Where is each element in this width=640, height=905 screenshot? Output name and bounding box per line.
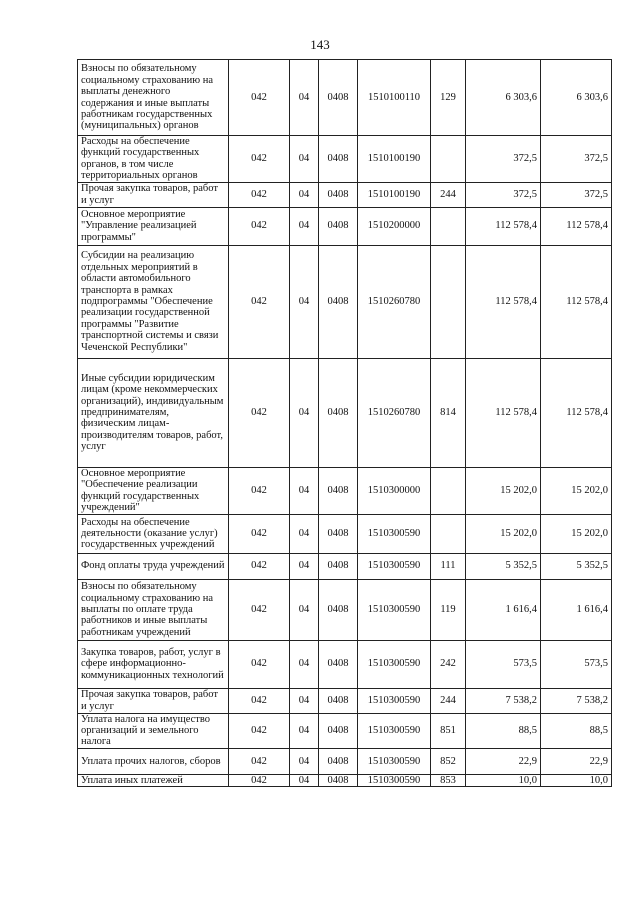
cell-pr: 0408 bbox=[319, 245, 358, 358]
cell-sum-2: 112 578,4 bbox=[541, 358, 612, 467]
cell-vr: 814 bbox=[431, 358, 466, 467]
table-row bbox=[78, 640, 612, 688]
row-name: Иные субсидии юридическим лицам (кроме некоммерческих организаций), индивидуальным предпринимателям, физическим лицам-производителям товаров, работ, услуг bbox=[78, 358, 229, 467]
table-row bbox=[78, 774, 612, 786]
cell-csr: 1510300590 bbox=[358, 774, 431, 786]
cell-sum-1: 372,5 bbox=[466, 136, 541, 183]
cell-pr: 0408 bbox=[319, 774, 358, 786]
row-name: Уплата налога на имущество организаций и земельного налога bbox=[78, 713, 229, 748]
cell-rz: 04 bbox=[290, 774, 319, 786]
cell-gr: 042 bbox=[229, 579, 290, 640]
row-name: Уплата прочих налогов, сборов bbox=[78, 748, 229, 774]
cell-rz: 04 bbox=[290, 553, 319, 579]
row-name: Субсидии на реализацию отдельных мероприятий в области автомобильного транспорта в рамках подпрограммы "Обеспечение реализации государственной программы "Развитие транспортной системы и связи Чеченской Республики" bbox=[78, 245, 229, 358]
cell-csr: 1510300590 bbox=[358, 748, 431, 774]
cell-gr: 042 bbox=[229, 553, 290, 579]
cell-csr: 1510100190 bbox=[358, 136, 431, 183]
table-row bbox=[78, 579, 612, 640]
cell-rz: 04 bbox=[290, 245, 319, 358]
table-row bbox=[78, 136, 612, 183]
table-row bbox=[78, 245, 612, 358]
cell-rz: 04 bbox=[290, 467, 319, 514]
cell-vr: 244 bbox=[431, 182, 466, 207]
cell-gr: 042 bbox=[229, 60, 290, 136]
cell-pr: 0408 bbox=[319, 136, 358, 183]
cell-vr: 129 bbox=[431, 60, 466, 136]
cell-csr: 1510100110 bbox=[358, 60, 431, 136]
cell-vr bbox=[431, 245, 466, 358]
cell-sum-2: 7 538,2 bbox=[541, 688, 612, 713]
cell-pr: 0408 bbox=[319, 182, 358, 207]
table-row bbox=[78, 207, 612, 245]
cell-pr: 0408 bbox=[319, 713, 358, 748]
cell-pr: 0408 bbox=[319, 358, 358, 467]
cell-rz: 04 bbox=[290, 713, 319, 748]
cell-rz: 04 bbox=[290, 136, 319, 183]
cell-gr: 042 bbox=[229, 467, 290, 514]
cell-sum-2: 112 578,4 bbox=[541, 207, 612, 245]
table-row bbox=[78, 713, 612, 748]
cell-sum-1: 15 202,0 bbox=[466, 514, 541, 553]
cell-sum-1: 7 538,2 bbox=[466, 688, 541, 713]
cell-gr: 042 bbox=[229, 688, 290, 713]
cell-sum-1: 5 352,5 bbox=[466, 553, 541, 579]
cell-pr: 0408 bbox=[319, 748, 358, 774]
cell-sum-2: 372,5 bbox=[541, 182, 612, 207]
cell-csr: 1510260780 bbox=[358, 245, 431, 358]
cell-vr bbox=[431, 467, 466, 514]
cell-vr: 852 bbox=[431, 748, 466, 774]
cell-pr: 0408 bbox=[319, 688, 358, 713]
cell-csr: 1510260780 bbox=[358, 358, 431, 467]
cell-vr bbox=[431, 207, 466, 245]
cell-sum-1: 15 202,0 bbox=[466, 467, 541, 514]
cell-csr: 1510300590 bbox=[358, 553, 431, 579]
cell-sum-1: 372,5 bbox=[466, 182, 541, 207]
cell-gr: 042 bbox=[229, 713, 290, 748]
table-row bbox=[78, 514, 612, 553]
budget-table bbox=[77, 59, 612, 787]
cell-sum-1: 6 303,6 bbox=[466, 60, 541, 136]
cell-gr: 042 bbox=[229, 136, 290, 183]
cell-vr bbox=[431, 514, 466, 553]
cell-sum-1: 112 578,4 bbox=[466, 245, 541, 358]
cell-pr: 0408 bbox=[319, 514, 358, 553]
cell-sum-2: 15 202,0 bbox=[541, 467, 612, 514]
cell-sum-2: 88,5 bbox=[541, 713, 612, 748]
cell-sum-1: 112 578,4 bbox=[466, 207, 541, 245]
row-name: Основное мероприятие "Управление реализацией программы" bbox=[78, 207, 229, 245]
cell-sum-1: 88,5 bbox=[466, 713, 541, 748]
cell-pr: 0408 bbox=[319, 579, 358, 640]
cell-sum-2: 22,9 bbox=[541, 748, 612, 774]
cell-rz: 04 bbox=[290, 640, 319, 688]
cell-sum-2: 1 616,4 bbox=[541, 579, 612, 640]
cell-sum-1: 10,0 bbox=[466, 774, 541, 786]
row-name: Закупка товаров, работ, услуг в сфере информационно-коммуникационных технологий bbox=[78, 640, 229, 688]
cell-csr: 1510300590 bbox=[358, 688, 431, 713]
row-name: Уплата иных платежей bbox=[78, 774, 229, 786]
cell-gr: 042 bbox=[229, 358, 290, 467]
row-name: Фонд оплаты труда учреждений bbox=[78, 553, 229, 579]
cell-gr: 042 bbox=[229, 774, 290, 786]
cell-vr: 851 bbox=[431, 713, 466, 748]
cell-sum-2: 112 578,4 bbox=[541, 245, 612, 358]
cell-sum-1: 573,5 bbox=[466, 640, 541, 688]
cell-pr: 0408 bbox=[319, 467, 358, 514]
cell-csr: 1510100190 bbox=[358, 182, 431, 207]
cell-csr: 1510300590 bbox=[358, 640, 431, 688]
cell-rz: 04 bbox=[290, 358, 319, 467]
cell-csr: 1510300000 bbox=[358, 467, 431, 514]
cell-vr: 853 bbox=[431, 774, 466, 786]
cell-csr: 1510200000 bbox=[358, 207, 431, 245]
cell-csr: 1510300590 bbox=[358, 713, 431, 748]
cell-rz: 04 bbox=[290, 748, 319, 774]
row-name: Расходы на обеспечение функций государственных органов, в том числе территориальных органов bbox=[78, 136, 229, 183]
cell-rz: 04 bbox=[290, 579, 319, 640]
cell-gr: 042 bbox=[229, 182, 290, 207]
cell-rz: 04 bbox=[290, 207, 319, 245]
table-row bbox=[78, 182, 612, 207]
row-name: Прочая закупка товаров, работ и услуг bbox=[78, 182, 229, 207]
cell-rz: 04 bbox=[290, 60, 319, 136]
row-name: Прочая закупка товаров, работ и услуг bbox=[78, 688, 229, 713]
cell-vr: 111 bbox=[431, 553, 466, 579]
cell-sum-2: 6 303,6 bbox=[541, 60, 612, 136]
cell-sum-1: 1 616,4 bbox=[466, 579, 541, 640]
cell-gr: 042 bbox=[229, 245, 290, 358]
row-name: Расходы на обеспечение деятельности (оказание услуг) государственных учреждений bbox=[78, 514, 229, 553]
table-row bbox=[78, 60, 612, 136]
cell-rz: 04 bbox=[290, 514, 319, 553]
table-row bbox=[78, 553, 612, 579]
cell-csr: 1510300590 bbox=[358, 514, 431, 553]
cell-sum-2: 573,5 bbox=[541, 640, 612, 688]
row-name: Взносы по обязательному социальному страхованию на выплаты по оплате труда работников и иные выплаты работникам учреждений bbox=[78, 579, 229, 640]
cell-vr: 119 bbox=[431, 579, 466, 640]
cell-rz: 04 bbox=[290, 182, 319, 207]
cell-sum-1: 22,9 bbox=[466, 748, 541, 774]
cell-sum-2: 5 352,5 bbox=[541, 553, 612, 579]
row-name: Основное мероприятие "Обеспечение реализации функций государственных учреждений" bbox=[78, 467, 229, 514]
cell-pr: 0408 bbox=[319, 60, 358, 136]
cell-vr: 244 bbox=[431, 688, 466, 713]
cell-sum-2: 372,5 bbox=[541, 136, 612, 183]
cell-pr: 0408 bbox=[319, 640, 358, 688]
cell-gr: 042 bbox=[229, 207, 290, 245]
page-number: 143 bbox=[310, 37, 330, 52]
cell-pr: 0408 bbox=[319, 207, 358, 245]
cell-sum-2: 15 202,0 bbox=[541, 514, 612, 553]
table-row bbox=[78, 358, 612, 467]
cell-sum-1: 112 578,4 bbox=[466, 358, 541, 467]
cell-gr: 042 bbox=[229, 640, 290, 688]
row-name: Взносы по обязательному социальному страхованию на выплаты денежного содержания и иные выплаты работникам государственных (муниципальных) органов bbox=[78, 60, 229, 136]
cell-pr: 0408 bbox=[319, 553, 358, 579]
cell-vr bbox=[431, 136, 466, 183]
cell-vr: 242 bbox=[431, 640, 466, 688]
table-row bbox=[78, 748, 612, 774]
cell-rz: 04 bbox=[290, 688, 319, 713]
table-row bbox=[78, 688, 612, 713]
table-row bbox=[78, 467, 612, 514]
cell-csr: 1510300590 bbox=[358, 579, 431, 640]
cell-gr: 042 bbox=[229, 748, 290, 774]
cell-sum-2: 10,0 bbox=[541, 774, 612, 786]
cell-gr: 042 bbox=[229, 514, 290, 553]
